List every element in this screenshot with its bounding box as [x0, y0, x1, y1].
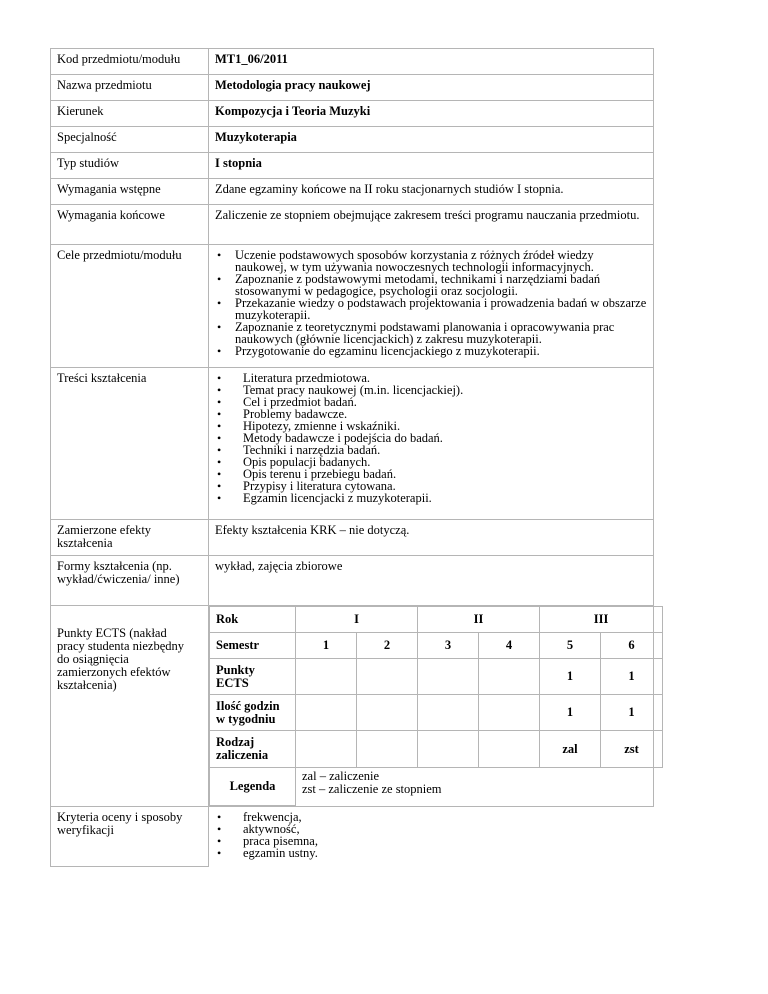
assessment-list — [215, 811, 648, 859]
label-ects: Punkty ECTS (nakład pracy studenta niezbędny do osiągnięcia zamierzonych efektów kształcenia) — [57, 626, 185, 692]
objectives-list — [215, 249, 647, 357]
legend-line: zal – zaliczenie — [302, 769, 380, 783]
value-learning-outcomes: Efekty kształcenia KRK – nie dotyczą. — [209, 520, 654, 556]
list-item: • Opis populacji badanych. — [215, 456, 647, 468]
list-item: • Zapoznanie z teoretycznymi podstawami planowania i opracowywania prac naukowych (głównie licencjackich) z zakresu muzykoterapii. — [215, 321, 647, 345]
ects-year-row — [210, 607, 663, 633]
list-item: • frekwencja, — [215, 811, 648, 823]
row-course-name — [51, 75, 654, 101]
ects-hours-row — [210, 695, 663, 731]
value-specialty: Muzykoterapia — [209, 127, 654, 153]
row-content — [51, 368, 654, 520]
value-prerequisites: Zdane egzaminy końcowe na II roku stacjonarnych studiów I stopnia. — [209, 179, 654, 205]
label-assessment: Kryteria oceny i sposoby weryfikacji — [51, 807, 209, 867]
ects-points-row — [210, 659, 663, 695]
list-item: • Metody badawcze i podejścia do badań. — [215, 432, 647, 444]
ects-points-cell — [357, 659, 418, 695]
list-item: • Problemy badawcze. — [215, 408, 647, 420]
value-final-requirements: Zaliczenie ze stopniem obejmujące zakresem treści programu nauczania przedmiotu. — [209, 205, 654, 245]
label-final-requirements: Wymagania końcowe — [51, 205, 209, 245]
row-course-code — [51, 49, 654, 75]
row-prerequisites — [51, 179, 654, 205]
ects-points-cell — [296, 659, 357, 695]
value-content — [209, 368, 654, 520]
label-objectives: Cele przedmiotu/modułu — [51, 245, 209, 368]
ects-credit-type-cell: zal — [540, 731, 601, 768]
value-assessment — [209, 807, 654, 867]
ects-legend-text — [296, 768, 663, 806]
legend-line: zst – zaliczenie ze stopniem — [302, 782, 442, 796]
list-item: • Przypisy i literatura cytowana. — [215, 480, 647, 492]
ects-year-label: Rok — [210, 607, 296, 633]
list-item: • Uczenie podstawowych sposobów korzystania z różnych źródeł wiedzy naukowej, w tym używania nowoczesnych technologii informacyjnych. — [215, 249, 647, 273]
ects-semester: 4 — [479, 633, 540, 659]
ects-hours-cell — [296, 695, 357, 731]
list-item: • Literatura przedmiotowa. — [215, 372, 647, 384]
ects-semester: 1 — [296, 633, 357, 659]
value-course-name: Metodologia pracy naukowej — [209, 75, 654, 101]
ects-credit-type-cell: zst — [601, 731, 663, 768]
ects-semester: 6 — [601, 633, 663, 659]
list-item: • Cel i przedmiot badań. — [215, 396, 647, 408]
ects-legend-label: Legenda — [210, 768, 296, 806]
value-field: Kompozycja i Teoria Muzyki — [209, 101, 654, 127]
value-objectives — [209, 245, 654, 368]
list-item: • Opis terenu i przebiegu badań. — [215, 468, 647, 480]
ects-hours-label: Ilość godzin w tygodniu — [210, 695, 296, 731]
label-content: Treści kształcenia — [51, 368, 209, 520]
row-specialty — [51, 127, 654, 153]
list-item: • aktywność, — [215, 823, 648, 835]
row-study-type — [51, 153, 654, 179]
ects-hours-cell — [479, 695, 540, 731]
list-item: • Egzamin licencjacki z muzykoterapii. — [215, 492, 647, 504]
ects-legend-row — [210, 768, 663, 806]
ects-credit-type-cell — [479, 731, 540, 768]
list-item: • praca pisemna, — [215, 835, 648, 847]
row-field — [51, 101, 654, 127]
list-item: • Zapoznanie z podstawowymi metodami, technikami i narzędziami badań stosowanymi w pedagogice, psychologii oraz socjologii. — [215, 273, 647, 297]
ects-points-label: Punkty ECTS — [210, 659, 296, 695]
course-syllabus — [50, 48, 654, 867]
list-item: • Hipotezy, zmienne i wskaźniki. — [215, 420, 647, 432]
ects-year-3: III — [540, 607, 663, 633]
content-list — [215, 372, 647, 504]
ects-year-2: II — [418, 607, 540, 633]
row-ects — [51, 606, 654, 807]
value-course-code: MT1_06/2011 — [209, 49, 654, 75]
row-teaching-forms — [51, 556, 654, 606]
value-study-type: I stopnia — [209, 153, 654, 179]
list-item: • Temat pracy naukowej (m.in. licencjackiej). — [215, 384, 647, 396]
ects-table-cell — [209, 606, 654, 807]
ects-credit-type-cell — [357, 731, 418, 768]
ects-semester: 5 — [540, 633, 601, 659]
ects-hours-cell — [418, 695, 479, 731]
label-teaching-forms: Formy kształcenia (np. wykład/ćwiczenia/ inne) — [51, 556, 209, 606]
ects-hours-cell — [357, 695, 418, 731]
ects-credit-type-row — [210, 731, 663, 768]
label-ects-cell — [51, 606, 209, 807]
ects-credit-type-label: Rodzaj zaliczenia — [210, 731, 296, 768]
ects-semester: 2 — [357, 633, 418, 659]
label-study-type: Typ studiów — [51, 153, 209, 179]
row-objectives — [51, 245, 654, 368]
ects-semester-label: Semestr — [210, 633, 296, 659]
label-course-code: Kod przedmiotu/modułu — [51, 49, 209, 75]
syllabus-table — [50, 48, 654, 867]
list-item: • Przekazanie wiedzy o podstawach projektowania i prowadzenia badań w obszarze muzykoterapii. — [215, 297, 647, 321]
list-item: • Techniki i narzędzia badań. — [215, 444, 647, 456]
ects-credit-type-cell — [296, 731, 357, 768]
value-teaching-forms: wykład, zajęcia zbiorowe — [209, 556, 654, 606]
ects-semester-row — [210, 633, 663, 659]
ects-points-cell: 1 — [601, 659, 663, 695]
ects-credit-type-cell — [418, 731, 479, 768]
label-field: Kierunek — [51, 101, 209, 127]
label-prerequisites: Wymagania wstępne — [51, 179, 209, 205]
label-learning-outcomes: Zamierzone efekty kształcenia — [51, 520, 209, 556]
list-item: • egzamin ustny. — [215, 847, 648, 859]
row-learning-outcomes — [51, 520, 654, 556]
ects-hours-cell: 1 — [601, 695, 663, 731]
ects-table — [209, 606, 663, 806]
ects-hours-cell: 1 — [540, 695, 601, 731]
ects-points-cell: 1 — [540, 659, 601, 695]
row-final-requirements — [51, 205, 654, 245]
ects-semester: 3 — [418, 633, 479, 659]
label-course-name: Nazwa przedmiotu — [51, 75, 209, 101]
list-item: • Przygotowanie do egzaminu licencjackiego z muzykoterapii. — [215, 345, 647, 357]
ects-points-cell — [479, 659, 540, 695]
row-assessment — [51, 807, 654, 867]
ects-points-cell — [418, 659, 479, 695]
ects-year-1: I — [296, 607, 418, 633]
label-specialty: Specjalność — [51, 127, 209, 153]
